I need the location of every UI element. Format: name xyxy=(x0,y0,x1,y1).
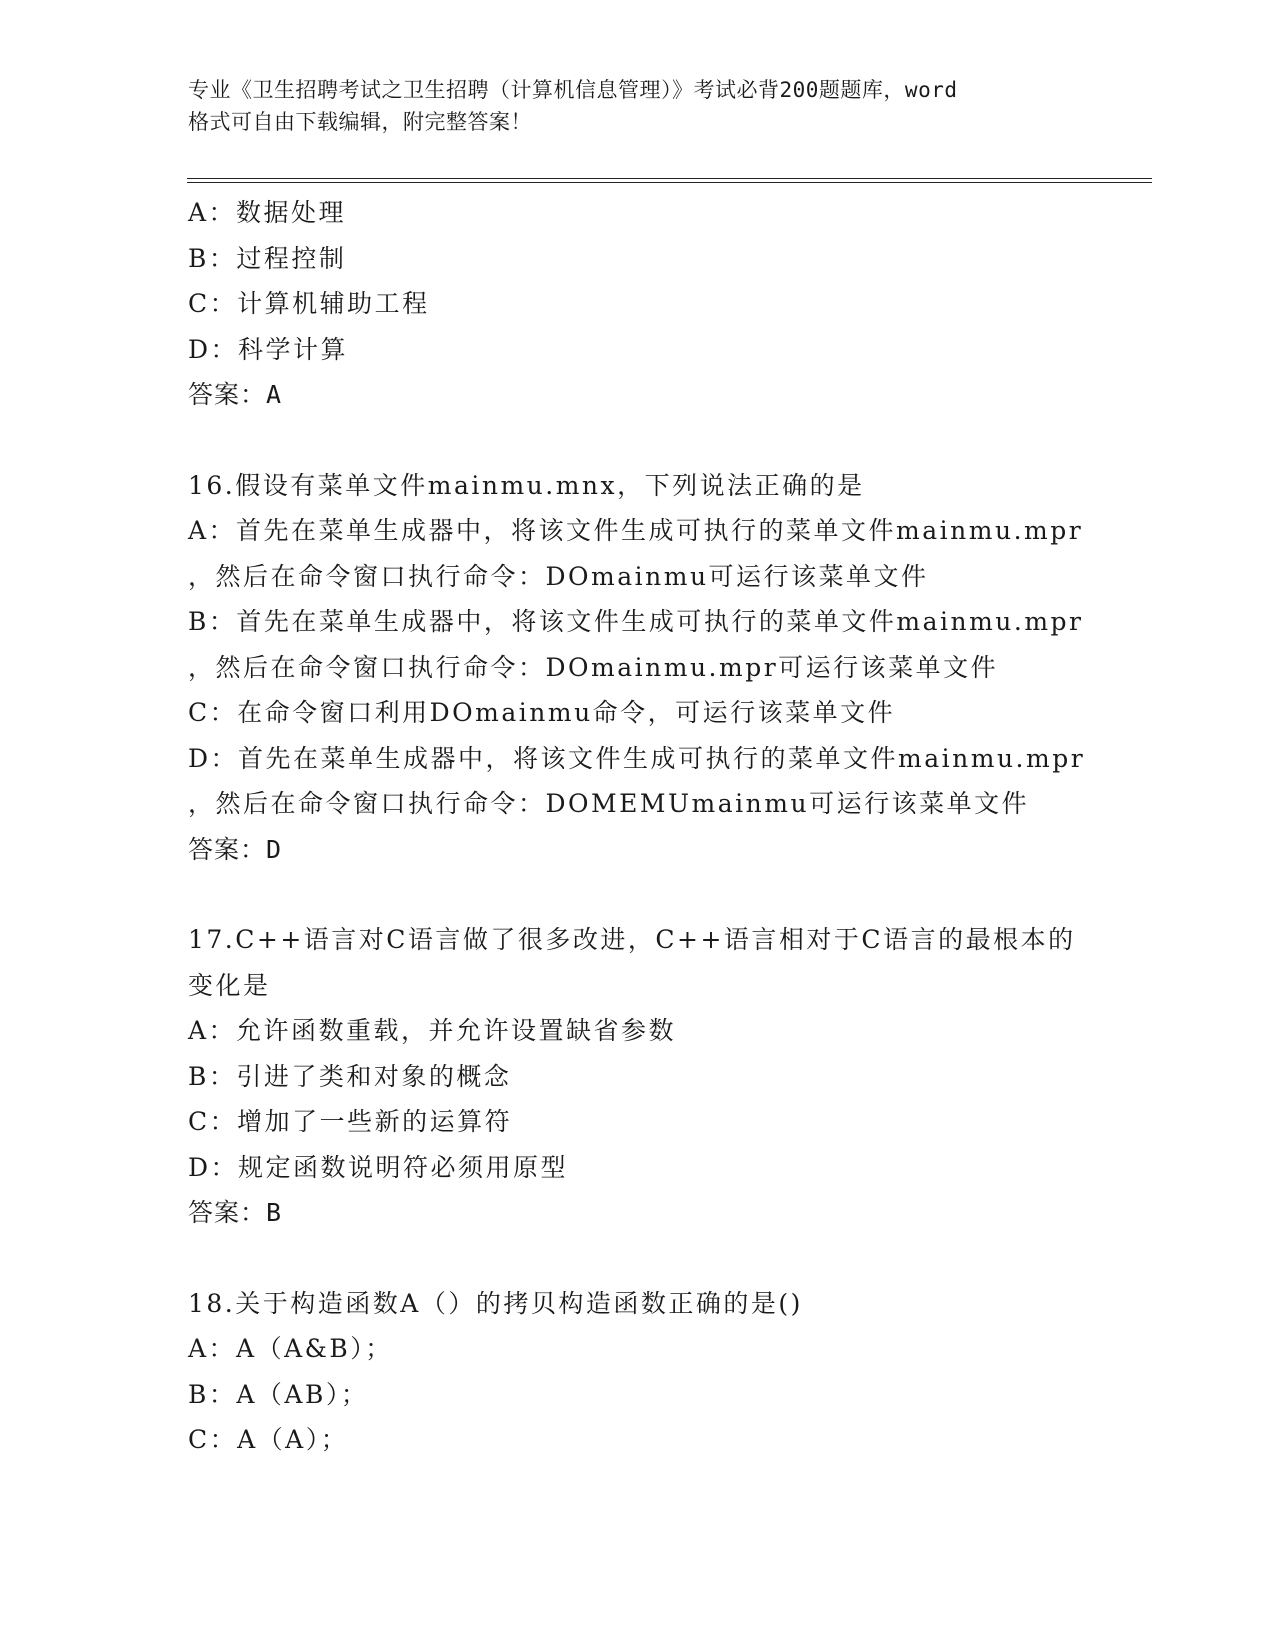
answer: 答案：B xyxy=(188,1198,283,1227)
spacer xyxy=(188,1236,1118,1281)
question-stem: 18.关于构造函数A（）的拷贝构造函数正确的是() xyxy=(188,1288,803,1318)
spacer xyxy=(188,872,1118,917)
question-stem: 17.C++语言对C语言做了很多改进，C++语言相对于C语言的最根本的 xyxy=(188,925,1076,954)
option-a-continued: ，然后在命令窗口执行命令：DOmainmu可运行该菜单文件 xyxy=(188,561,929,591)
option-b: B：引进了类和对象的概念 xyxy=(188,1061,512,1091)
option-a: A：首先在菜单生成器中，将该文件生成可执行的菜单文件mainmu.mpr xyxy=(188,516,1084,545)
header-title-line1: 专业《卫生招聘考试之卫生招聘（计算机信息管理）》考试必背200题题库，word xyxy=(188,78,958,102)
question-list xyxy=(188,190,1118,1463)
question-stem: 16.假设有菜单文件mainmu.mnx，下列说法正确的是 xyxy=(188,470,865,500)
question-17 xyxy=(188,917,1118,1236)
question-stem-continued: 变化是 xyxy=(188,970,271,1000)
answer: 答案：D xyxy=(188,834,283,864)
option-c: C：在命令窗口利用DOmainmu命令，可运行该菜单文件 xyxy=(188,698,896,727)
option-b: B：过程控制 xyxy=(188,243,347,273)
option-b: B：A（AB）； xyxy=(188,1379,369,1409)
option-b-continued: ，然后在命令窗口执行命令：DOmainmu.mpr可运行该菜单文件 xyxy=(188,652,999,682)
option-d: D：科学计算 xyxy=(188,334,349,364)
option-c: C：A（A）； xyxy=(188,1425,349,1454)
option-b: B：首先在菜单生成器中，将该文件生成可执行的菜单文件mainmu.mpr xyxy=(188,607,1084,636)
option-c: C：增加了一些新的运算符 xyxy=(188,1107,513,1136)
option-a: A：允许函数重载，并允许设置缺省参数 xyxy=(188,1016,677,1045)
header-title-line2: 格式可自由下载编辑，附完整答案！ xyxy=(188,110,532,134)
option-c: C：计算机辅助工程 xyxy=(188,289,430,318)
answer: 答案：A xyxy=(188,380,283,409)
document-header xyxy=(188,74,1088,138)
option-d: D：规定函数说明符必须用原型 xyxy=(188,1152,569,1182)
option-a: A：数据处理 xyxy=(188,198,347,227)
spacer xyxy=(188,418,1118,463)
header-divider xyxy=(187,178,1152,183)
question-15 xyxy=(188,190,1118,418)
option-d-continued: ，然后在命令窗口执行命令：DOMEMUmainmu可运行该菜单文件 xyxy=(188,789,1030,818)
question-18 xyxy=(188,1281,1118,1463)
option-d: D：首先在菜单生成器中，将该文件生成可执行的菜单文件mainmu.mpr xyxy=(188,743,1086,773)
option-a: A：A（A&B）； xyxy=(188,1334,393,1363)
question-16 xyxy=(188,463,1118,873)
